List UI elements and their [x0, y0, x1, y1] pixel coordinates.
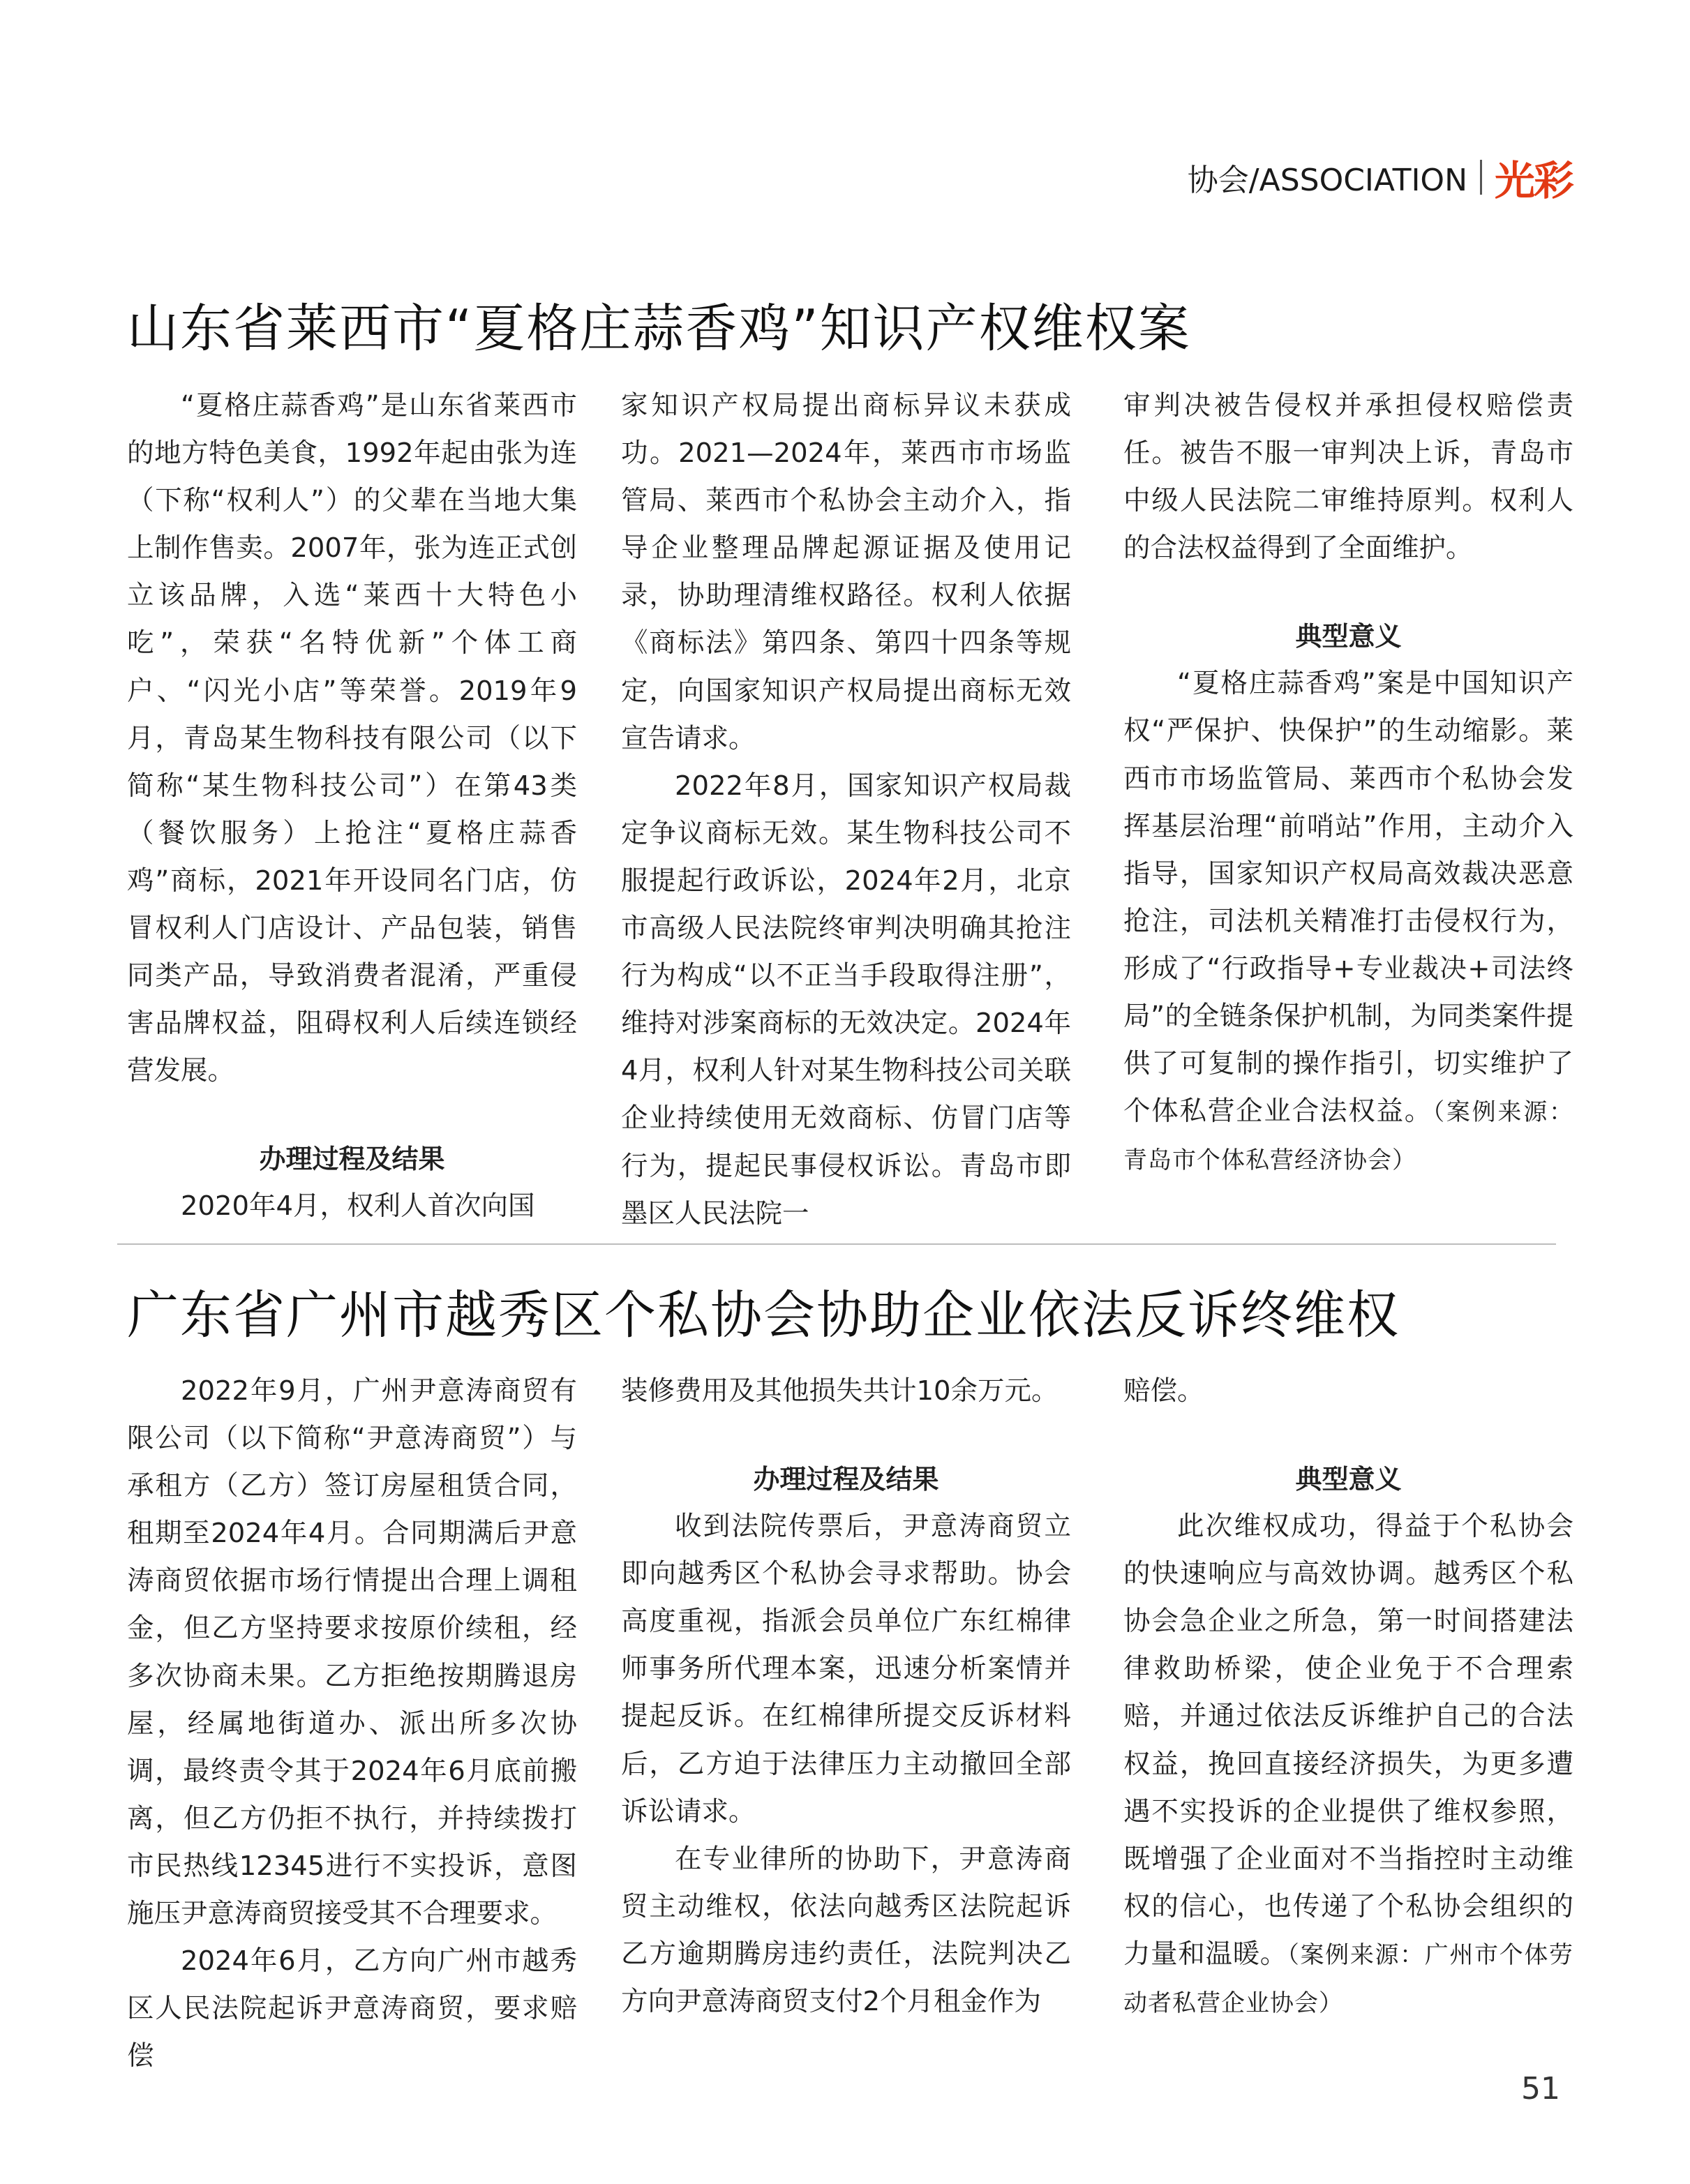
- article-2-source: （案例来源：广州市个体劳动者私营企业协会）: [1123, 1940, 1573, 2018]
- article-2-column-3: [1123, 1368, 1573, 2027]
- page-number: 51: [1521, 2071, 1560, 2107]
- article-1-column-1: [127, 382, 577, 1231]
- article-2-significance-heading: 典型意义: [1295, 1464, 1402, 1495]
- article-1-significance-text: “夏格庄蒜香鸡”案是中国知识产权“严保护、快保护”的生动缩影。莱西市市场监管局、莱西市个私协会发挥基层治理“前哨站”作用，主动介入指导，国家知识产权局高效裁决恶意抢注，司法机关精准打击侵权行为，形成了“行政指导+专业裁决+司法终局”的全链条保护机制，为同类案件提供了可复制的操作指引，切实维护了个体私营企业合法权益。: [1123, 668, 1573, 1128]
- article-2-process-heading: 办理过程及结果: [753, 1464, 939, 1495]
- article-2-paragraph: 在专业律所的协助下，尹意涛商贸主动维权，依法向越秀区法院起诉乙方逾期腾房违约责任，法院判决乙方向尹意涛商贸支付2个月租金作为: [621, 1843, 1071, 2018]
- header-divider: [1480, 160, 1482, 195]
- article-1-paragraph: 家知识产权局提出商标异议未获成功。2021—2024年，莱西市市场监管局、莱西市个私协会主动介入，指导企业整理品牌起源证据及使用记录，协助理清维权路径。权利人依据《商标法》第四条、第四十四条等规定，向国家知识产权局提出商标无效宣告请求。: [621, 390, 1071, 754]
- article-1-column-2: [621, 382, 1071, 1238]
- article-1-column-3: [1123, 382, 1573, 1184]
- article-2-paragraph: 收到法院传票后，尹意涛商贸立即向越秀区个私协会寻求帮助。协会高度重视，指派会员单位广东红棉律师事务所代理本案，迅速分析案情并提起反诉。在红棉律所提交反诉材料后，乙方迫于法律压力主动撤回全部诉讼请求。: [621, 1511, 1071, 1827]
- article-1-paragraph: 审判决被告侵权并承担侵权赔偿责任。被告不服一审判决上诉，青岛市中级人民法院二审维持原判。权利人的合法权益得到了全面维护。: [1123, 390, 1573, 564]
- article-2-paragraph: 2022年9月，广州尹意涛商贸有限公司（以下简称“尹意涛商贸”）与承租方（乙方）签订房屋租赁合同，租期至2024年4月。合同期满后尹意涛商贸依据市场行情提出合理上调租金，但乙方坚持要求按原价续租，经多次协商未果。乙方拒绝按期腾退房屋，经属地街道办、派出所多次协调，最终责令其于2024年6月底前搬离，但乙方仍拒不执行，并持续拨打市民热线12345进行不实投诉，意图施压尹意涛商贸接受其不合理要求。: [127, 1375, 577, 1930]
- section-label: 协会/ASSOCIATION: [1187, 163, 1467, 198]
- article-1-process-heading: 办理过程及结果: [259, 1144, 445, 1175]
- article-2-paragraph: 2024年6月，乙方向广州市越秀区人民法院起诉尹意涛商贸，要求赔偿: [127, 1945, 577, 2072]
- magazine-logo: 光彩: [1494, 157, 1573, 204]
- article-2-column-2: [621, 1368, 1071, 2026]
- article-1-paragraph: [1123, 660, 1573, 1184]
- section-divider: [117, 1243, 1556, 1245]
- article-1-paragraph: 2022年8月，国家知识产权局裁定争议商标无效。某生物科技公司不服提起行政诉讼，2024年2月，北京市高级人民法院终审判决明确其抢注行为构成“以不正当手段取得注册”，维持对涉案商标的无效决定。2024年4月，权利人针对某生物科技公司关联企业持续使用无效商标、仿冒门店等行为，提起民事侵权诉讼。青岛市即墨区人民法院一: [621, 770, 1071, 1229]
- article-1-paragraph: “夏格庄蒜香鸡”是山东省莱西市的地方特色美食，1992年起由张为连（下称“权利人”）的父辈在当地大集上制作售卖。2007年，张为连正式创立该品牌，入选“莱西十大特色小吃”，荣获“名特优新”个体工商户、“闪光小店”等荣誉。2019年9月，青岛某生物科技有限公司（以下简称“某生物科技公司”）在第43类（餐饮服务）上抢注“夏格庄蒜香鸡”商标，2021年开设同名门店，仿冒权利人门店设计、产品包装，销售同类产品，导致消费者混淆，严重侵害品牌权益，阻碍权利人后续连锁经营发展。: [127, 390, 577, 1087]
- article-2-paragraph: 赔偿。: [1123, 1375, 1204, 1407]
- article-1-paragraph: 2020年4月，权利人首次向国: [181, 1190, 535, 1222]
- article-2-paragraph: [1123, 1503, 1573, 2027]
- article-1-significance-heading: 典型意义: [1295, 621, 1402, 652]
- article-2-title: 广东省广州市越秀区个私协会协助企业依法反诉终维权: [127, 1285, 1400, 1345]
- running-header: [1188, 148, 1573, 207]
- article-2-significance-text: 此次维权成功，得益于个私协会的快速响应与高效协调。越秀区个私协会急企业之所急，第一时间搭建法律救助桥梁，使企业免于不合理索赔，并通过依法反诉维护自己的合法权益，挽回直接经济损失，为更多遭遇不实投诉的企业提供了维权参照，既增强了企业面对不当指控时主动维权的信心，也传递了个私协会组织的力量和温暖。: [1123, 1511, 1573, 1970]
- article-1-source: （案例来源：青岛市个体私营经济协会）: [1123, 1098, 1573, 1175]
- article-2-paragraph: 装修费用及其他损失共计10余万元。: [621, 1375, 1059, 1407]
- article-1-title: 山东省莱西市“夏格庄蒜香鸡”知识产权维权案: [127, 299, 1191, 359]
- article-2-column-1: [127, 1368, 577, 2080]
